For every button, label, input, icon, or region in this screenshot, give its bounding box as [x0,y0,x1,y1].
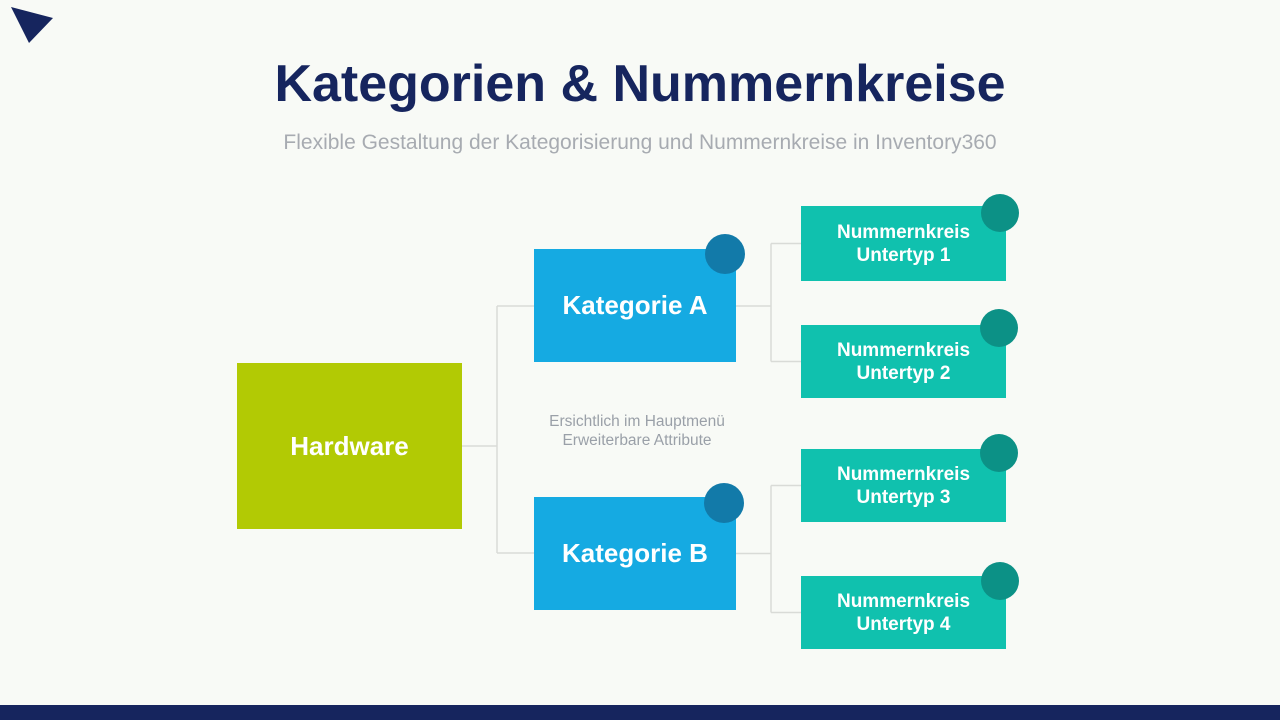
subtype-4-line1: Nummernkreis [836,590,971,612]
node-nummernkreis-untertyp-1-label [837,221,970,267]
node-kategorie-b-label: Kategorie B [562,538,708,568]
untertyp-4-dot [981,562,1019,600]
subtype-3-line1: Nummernkreis [836,463,971,485]
node-hardware-label: Hardware [290,430,409,461]
diagram-note [517,412,757,450]
node-nummernkreis-untertyp-2 [801,325,1006,398]
node-nummernkreis-untertyp-3-label [837,463,970,509]
subtype-2-line2: Untertyp 2 [856,362,951,384]
kategorie-a-dot [705,234,745,274]
subtype-2-line1: Nummernkreis [836,339,971,361]
untertyp-2-dot [980,309,1018,347]
node-nummernkreis-untertyp-4-label [837,590,970,636]
untertyp-1-dot [981,194,1019,232]
page-subtitle: Flexible Gestaltung der Kategorisierung und Nummernkreise in Inventory360 [283,131,997,154]
untertyp-3-dot [980,434,1018,472]
diagram-note-line2: Erweiterbare Attribute [562,432,712,449]
node-kategorie-a-label: Kategorie A [562,290,708,320]
diagram-note-line1: Ersichtlich im Hauptmenü [549,413,725,430]
connector-category-b-branch [736,486,801,613]
node-nummernkreis-untertyp-2-label [837,339,970,385]
footer-bar [0,705,1280,720]
node-nummernkreis-untertyp-1 [801,206,1006,281]
subtype-3-line2: Untertyp 3 [856,486,951,508]
node-nummernkreis-untertyp-4 [801,576,1006,649]
subtype-4-line2: Untertyp 4 [856,613,951,635]
connector-category-a-branch [736,244,801,362]
subtype-1-line1: Nummernkreis [836,221,971,243]
kategorie-b-dot [704,483,744,523]
node-hardware [237,363,462,529]
corner-triangle-mark [9,5,55,45]
page-title: Kategorien & Nummernkreise [274,55,1006,113]
node-kategorie-a [534,249,736,362]
subtype-1-line2: Untertyp 1 [856,244,951,266]
node-kategorie-b [534,497,736,610]
node-nummernkreis-untertyp-3 [801,449,1006,522]
